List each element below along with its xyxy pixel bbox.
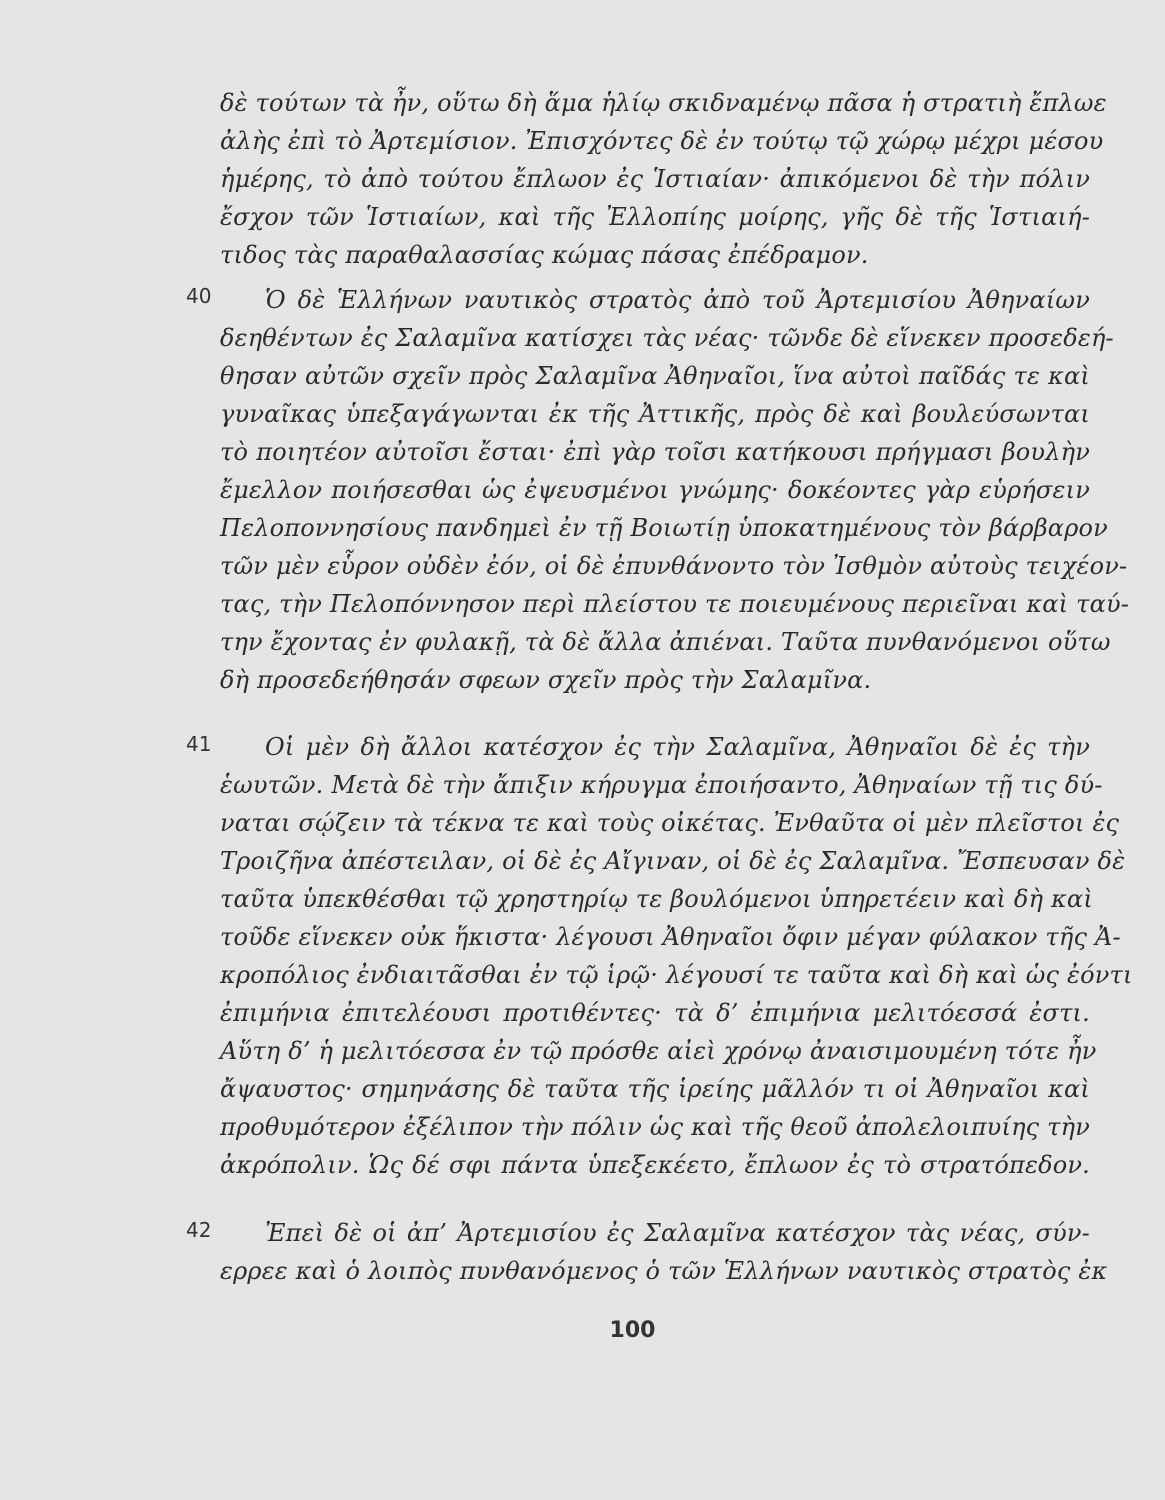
text-line: δεηθέντων ἐς Σαλαμῖνα κατίσχει τὰς νέας· τῶνδε δὲ εἵνεκεν προσεδεή-: [220, 324, 1114, 352]
text-line: Ὁ δὲ Ἑλλήνων ναυτικὸς στρατὸς ἀπὸ τοῦ Ἀρτεμισίου Ἀθηναίων: [265, 286, 1090, 314]
text-line: ἡμέρης, τὸ ἀπὸ τούτου ἔπλωον ἐς Ἱστιαίαν· ἀπικόμενοι δὲ τὴν πόλιν: [220, 165, 1090, 193]
text-line: ταῦτα ὑπεκθέσθαι τῷ χρηστηρίῳ τε βουλόμενοι ὑπηρετέειν καὶ δὴ καὶ: [220, 885, 1093, 913]
text-line: τιδος τὰς παραθαλασσίας κώμας πάσας ἐπέδραμον.: [220, 241, 869, 269]
page-number: 100: [609, 1318, 656, 1343]
text-line: κροπόλιος ἐνδιαιτᾶσθαι ἐν τῷ ἱρῷ· λέγουσί τε ταῦτα καὶ δὴ καὶ ὡς ἐόντι: [220, 961, 1133, 989]
text-line: Αὕτη δ’ ἡ μελιτόεσσα ἐν τῷ πρόσθε αἰεὶ χρόνῳ ἀναισιμουμένη τότε ἦν: [220, 1037, 1097, 1065]
text-line: ἐπιμήνια ἐπιτελέουσι προτιθέντες· τὰ δ’ ἐπιμήνια μελιτόεσσά ἐστι.: [220, 999, 1090, 1027]
paragraph-number: 41: [186, 732, 212, 756]
text-line: προθυμότερον ἐξέλιπον τὴν πόλιν ὡς καὶ τῆς θεοῦ ἀπολελοιπυίης τὴν: [220, 1113, 1090, 1141]
text-line: ἔσχον τῶν Ἱστιαίων, καὶ τῆς Ἐλλοπίης μοίρης, γῆς δὲ τῆς Ἱστιαιή-: [220, 203, 1090, 231]
text-line: ἑωυτῶν. Μετὰ δὲ τὴν ἄπιξιν κήρυγμα ἐποιήσαντο, Ἀθηναίων τῇ τις δύ-: [220, 771, 1103, 799]
text-line: ἀκρόπολιν. Ὡς δέ σφι πάντα ὑπεξεκέετο, ἔπλωον ἐς τὸ στρατόπεδον.: [220, 1151, 1090, 1179]
text-line: τὸ ποιητέον αὐτοῖσι ἔσται· ἐπὶ γὰρ τοῖσι κατήκουσι πρήγμασι βουλὴν: [220, 438, 1090, 466]
text-line: Οἱ μὲν δὴ ἄλλοι κατέσχον ἐς τὴν Σαλαμῖνα, Ἀθηναῖοι δὲ ἐς τὴν: [265, 733, 1090, 761]
text-line: Ἐπεὶ δὲ οἱ ἀπ’ Ἀρτεμισίου ἐς Σαλαμῖνα κατέσχον τὰς νέας, σύν-: [265, 1219, 1090, 1247]
text-line: δὲ τούτων τὰ ἦν, οὕτω δὴ ἅμα ἡλίῳ σκιδναμένῳ πᾶσα ἡ στρατιὴ ἔπλωε: [220, 89, 1107, 117]
text-line: δὴ προσεδεήθησάν σφεων σχεῖν πρὸς τὴν Σαλαμῖνα.: [220, 666, 872, 694]
text-line: Τροιζῆνα ἀπέστειλαν, οἱ δὲ ἐς Αἴγιναν, οἱ δὲ ἐς Σαλαμῖνα. Ἔσπευσαν δὲ: [220, 847, 1126, 875]
text-line: την ἔχοντας ἐν φυλακῇ, τὰ δὲ ἄλλα ἀπιέναι. Ταῦτα πυνθανόμενοι οὕτω: [220, 628, 1111, 656]
text-line: Πελοποννησίους πανδημεὶ ἐν τῇ Βοιωτίῃ ὑποκατημένους τὸν βάρβαρον: [220, 514, 1108, 542]
text-line: θησαν αὐτῶν σχεῖν πρὸς Σαλαμῖνα Ἀθηναῖοι, ἵνα αὐτοὶ παῖδάς τε καὶ: [220, 362, 1090, 390]
text-line: ναται σῴζειν τὰ τέκνα τε καὶ τοὺς οἰκέτας. Ἐνθαῦτα οἱ μὲν πλεῖστοι ἐς: [220, 809, 1120, 837]
text-line: τοῦδε εἵνεκεν οὐκ ἥκιστα· λέγουσι Ἀθηναῖοι ὄφιν μέγαν φύλακον τῆς Ἀ-: [220, 923, 1121, 951]
paragraph-number: 42: [186, 1218, 212, 1242]
text-line: ἄψαυστος· σημηνάσης δὲ ταῦτα τῆς ἱρείης μᾶλλόν τι οἱ Ἀθηναῖοι καὶ: [220, 1075, 1090, 1103]
text-line: ἔμελλον ποιήσεσθαι ὡς ἐψευσμένοι γνώμης· δοκέοντες γὰρ εὑρήσειν: [220, 476, 1090, 504]
text-line: τας, τὴν Πελοπόννησον περὶ πλείστου τε ποιευμένους περιεῖναι καὶ ταύ-: [220, 590, 1130, 618]
text-line: ἀλὴς ἐπὶ τὸ Ἀρτεμίσιον. Ἐπισχόντες δὲ ἐν τούτῳ τῷ χώρῳ μέχρι μέσου: [220, 127, 1104, 155]
text-line: γυναῖκας ὑπεξαγάγωνται ἐκ τῆς Ἀττικῆς, πρὸς δὲ καὶ βουλεύσωνται: [220, 400, 1090, 428]
text-line: ερρεε καὶ ὁ λοιπὸς πυνθανόμενος ὁ τῶν Ἑλλήνων ναυτικὸς στρατὸς ἐκ: [220, 1257, 1108, 1285]
text-line: τῶν μὲν εὗρον οὐδὲν ἐόν, οἱ δὲ ἐπυνθάνοντο τὸν Ἰσθμὸν αὐτοὺς τειχέον-: [220, 552, 1128, 580]
paragraph-number: 40: [186, 284, 212, 308]
